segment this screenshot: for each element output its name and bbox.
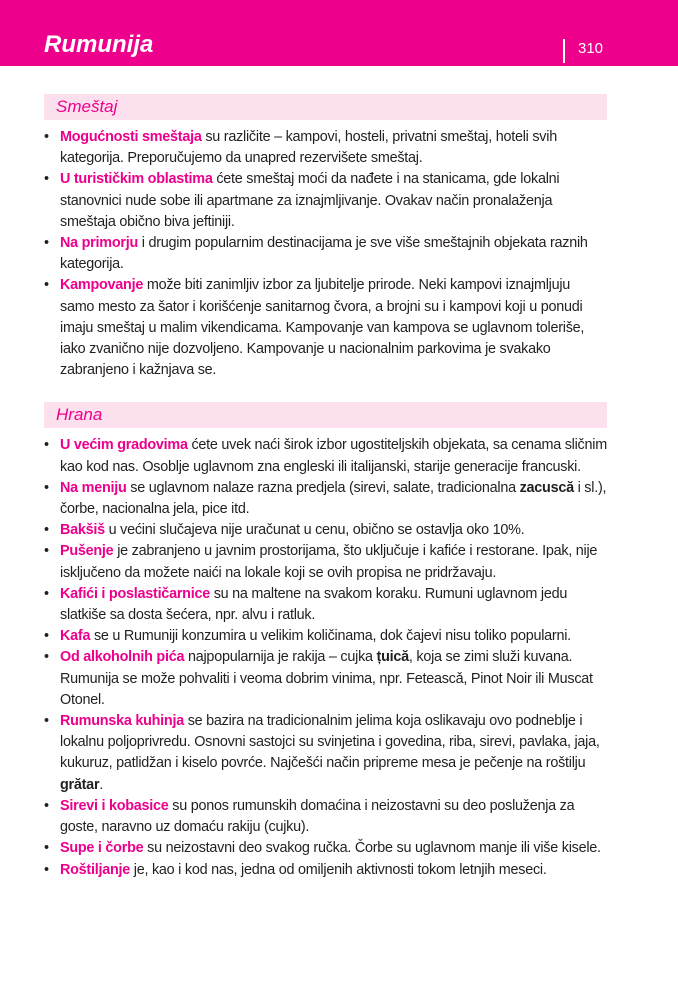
item-text: su različite – kampovi, hosteli, privatni smeštaj, hoteli svih kategorija. Preporučujemo da unapred rezervišete smeštaj. [60, 129, 557, 167]
item-lead: Bakšiš [60, 522, 105, 539]
item-text-continued: , koja se zimi služi kuvana. Rumunija se može pohvaliti i veoma dobrim vinima, npr. Feteascǎ, Pinot Noir ili Muscat Otonel. [60, 649, 593, 708]
list-item [44, 127, 607, 169]
bullet-icon: • [44, 129, 49, 145]
item-text: i drugim popularnim destinacijama je sve više smeštajnih objekata raznih kategorija. [60, 235, 588, 273]
bullet-icon: • [44, 649, 49, 666]
list-item [44, 478, 607, 520]
section-hrana [44, 402, 607, 880]
item-text: su ponos rumunskih domaćina i neizostavni su deo posluženja za goste, naravno uz domaću rakiju (cujku). [60, 797, 575, 836]
item-text: najpopularnija je rakija – cujka [184, 649, 377, 666]
item-lead: Od alkoholnih pića [60, 649, 185, 666]
bullet-list [44, 127, 607, 381]
foreign-term: zacuscă [519, 479, 574, 496]
list-item [44, 860, 607, 881]
item-text-continued: . [99, 776, 104, 793]
item-lead: Supe i čorbe [60, 840, 144, 857]
page-title: Rumunija [44, 31, 154, 58]
list-item [44, 520, 607, 541]
bullet-icon: • [44, 840, 49, 857]
bullet-icon: • [44, 522, 49, 539]
item-text: se uglavnom nalaze razna predjela (sirevi, salate, tradicionalna [126, 479, 520, 496]
bullet-icon: • [44, 628, 49, 645]
bullet-icon: • [44, 235, 49, 252]
item-text: su na maltene na svakom koraku. Rumuni uglavnom jedu slatkiše sa dosta šećera, npr. alvu i ratluk. [60, 585, 568, 624]
page-number: 310 [578, 40, 604, 57]
foreign-term: țuică [376, 649, 409, 666]
item-lead: Sirevi i kobasice [60, 797, 169, 814]
list-item [44, 584, 607, 626]
item-text: ćete uvek naći širok izbor ugostiteljskih objekata, sa cenama sličnim kao kod nas. Osoblje uglavnom zna engleski ili italijanski, starije generacije francuski. [60, 437, 607, 475]
list-item [44, 711, 607, 796]
item-lead: Mogućnosti smeštaja [60, 129, 202, 145]
page-content [44, 94, 607, 902]
item-text: u većini slučajeva nije uračunat u cenu, obično se ostavlja oko 10%. [104, 522, 525, 539]
list-item [44, 233, 607, 275]
bullet-icon: • [44, 543, 49, 560]
item-text: ćete smeštaj moći da nađete i na stanicama, gde lokalni stanovnici nude sobe ili apartmane za iznajmljivanje. Ovakav način pronalaženja smeštaja obično biva jeftiniji. [60, 171, 560, 230]
list-item [44, 275, 607, 381]
list-item [44, 647, 607, 711]
foreign-term: grătar [60, 776, 100, 793]
bullet-icon: • [44, 797, 49, 814]
item-lead: Kampovanje [60, 277, 144, 294]
item-lead: Na meniju [60, 479, 127, 496]
list-item [44, 435, 607, 477]
bullet-list [44, 435, 607, 880]
item-text: se u Rumuniji konzumira u velikim količinama, dok čajevi nisu toliko popularni. [90, 628, 571, 645]
bullet-icon: • [44, 479, 49, 496]
header-divider [563, 39, 565, 63]
item-text-continued: i sl.), čorbe, nacionalna jela, pice itd. [60, 479, 607, 518]
item-text: su neizostavni deo svakog ručka. Čorbe su uglavnom manje ili više kisele. [143, 840, 601, 857]
bullet-icon: • [44, 437, 49, 454]
item-lead: Pušenje [60, 543, 114, 560]
item-lead: Kafići i poslastičarnice [60, 585, 210, 602]
item-text: je zabranjeno u javnim prostorijama, što uključuje i kafiće i restorane. Ipak, nije isključeno da možete naići na lokale koji se ovih propisa ne pridržavaju. [60, 543, 598, 581]
item-lead: Roštiljanje [60, 861, 131, 878]
item-text: može biti zanimljiv izbor za ljubitelje prirode. Neki kampovi iznajmljuju samo mesto za šator i korišćenje sanitarnog čvora, a brojni su i kampovi koji u ponudi imaju smeštaj u malim vikendicama. Kampovanje van kampova se uglavnom toleriše, iako zvanično nije dozvoljeno. Kampovanje u nacionalnim parkovima je svakako zabranjeno i kažnjava se. [60, 277, 585, 379]
bullet-icon: • [44, 713, 49, 730]
list-item [44, 838, 607, 859]
item-lead: U turističkim oblastima [60, 171, 213, 188]
section-smestaj [44, 94, 607, 381]
list-item [44, 626, 607, 647]
section-title: Hrana [44, 402, 607, 428]
bullet-icon: • [44, 277, 49, 294]
item-lead: Kafa [60, 628, 91, 645]
bullet-icon: • [44, 585, 49, 602]
section-title: Smeštaj [44, 94, 607, 120]
list-item [44, 169, 607, 233]
bullet-icon: • [44, 861, 49, 878]
item-lead: Rumunska kuhinja [60, 713, 184, 730]
list-item [44, 541, 607, 583]
item-text: se bazira na tradicionalnim jelima koja oslikavaju ovo podneblje i lokalnu poljoprivredu. Osnovni sastojci su svinjetina i govedina, riba, sirevi, pavlaka, jaja, kukuruz, patlidžan i kiselo povrće. Najčešći način pripreme mesa je pečenje na roštilju [60, 713, 600, 772]
item-lead: Na primorju [60, 235, 139, 252]
item-text: je, kao i kod nas, jedna od omiljenih aktivnosti tokom letnjih meseci. [130, 861, 547, 878]
item-lead: U većim gradovima [60, 437, 188, 454]
list-item [44, 796, 607, 838]
page-header [0, 0, 678, 66]
bullet-icon: • [44, 171, 49, 188]
